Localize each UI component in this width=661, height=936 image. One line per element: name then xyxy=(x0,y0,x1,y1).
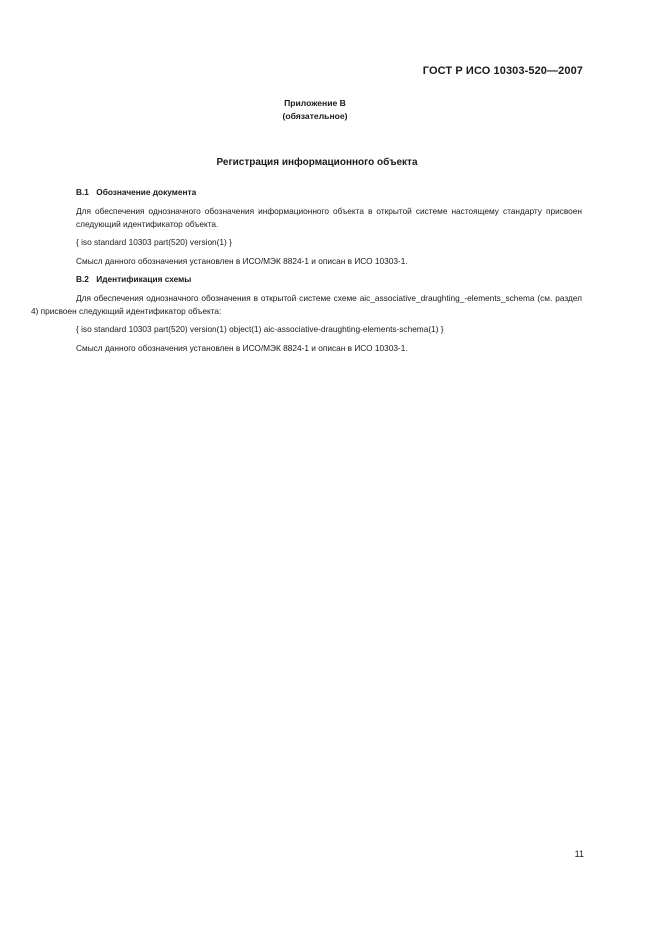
section-number: В.2 xyxy=(76,274,89,284)
page-number: 11 xyxy=(574,849,584,859)
section-number: В.1 xyxy=(76,187,89,197)
section-b1-intro: Для обеспечения однозначного обозначения информационного объекта в открытой системе настоящему стандарту присвоен следующий идентификатор объекта. xyxy=(76,206,582,229)
section-b1-meaning: Смысл данного обозначения установлен в ИСО/МЭК 8824-1 и описан в ИСО 10303-1. xyxy=(76,256,408,266)
section-b1-identifier: { iso standard 10303 part(520) version(1) } xyxy=(76,237,232,247)
annex-block xyxy=(0,97,630,123)
standard-code-header: ГОСТ Р ИСО 10303-520—2007 xyxy=(422,65,583,77)
section-b2-identifier: { iso standard 10303 part(520) version(1) object(1) aic-associative-draughting-elements-schema(1) } xyxy=(76,324,444,334)
section-b2-meaning: Смысл данного обозначения установлен в ИСО/МЭК 8824-1 и описан в ИСО 10303-1. xyxy=(76,343,408,353)
annex-status: (обязательное) xyxy=(282,111,348,121)
section-b2-intro: Для обеспечения однозначного обозначения в открытой системе схеме aic_associative_draughting_-elements_schema (см. раздел 4) присвоен следующий идентификатор объекта: xyxy=(31,293,582,316)
section-heading-text: Идентификация схемы xyxy=(96,274,192,284)
annex-title: Регистрация информационного объекта xyxy=(216,157,418,168)
section-heading-text: Обозначение документа xyxy=(96,187,197,197)
annex-label: Приложение В xyxy=(284,98,346,108)
section-heading-b1 xyxy=(76,187,196,197)
section-heading-b2 xyxy=(76,274,191,284)
